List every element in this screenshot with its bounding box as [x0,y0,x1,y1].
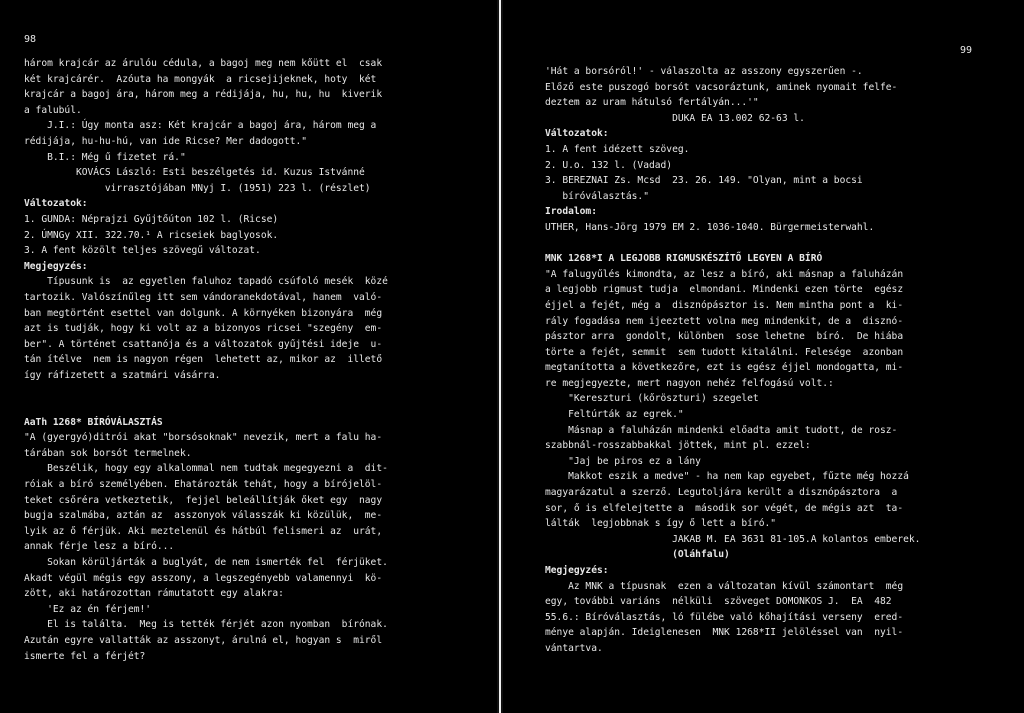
text-line: megtanította a következőre, ezt is egész éjjel mondogatta, mi- [545,362,904,374]
heading-line: AaTh 1268* BÍRÓVÁLASZTÁS [24,416,163,428]
text-column [24,56,484,664]
text-line: vántartva. [545,642,603,654]
text-line: JAKAB M. EA 3631 81-105.A kolantos emberek. [545,533,921,545]
text-line: 1. GUNDA: Néprajzi Gyűjtőúton 102 l. (Ricse) [24,213,279,225]
text-line: így ráfizetett a szatmári vásárra. [24,369,221,381]
text-column [545,64,1015,657]
text-line: 3. BEREZNAI Zs. Mcsd 23. 26. 149. "Olyan, mint a bocsi [545,175,863,187]
text-line: sor, ő is elfelejtette a második sor végét, de mégis azt ta- [545,502,904,514]
page-number: 98 [24,34,37,45]
text-line: rály fogadása nem ijeeztett volna meg mindenkit, de a disznó- [545,315,904,327]
text-line: Előző este puszogó borsót vacsoráztunk, aminek nyomait felfe- [545,81,898,93]
text-line: róiak a bíró személyében. Ehatározták tehát, hogy a bírójelöl- [24,479,383,491]
text-line: bíróválasztás." [545,190,649,202]
text-line: éjjel a fejét, még a disznópásztor is. Nem mintha pont a ki- [545,299,904,311]
text-line: ban megtörtént esettel van dolgunk. A környéken bizonyára még [24,307,383,319]
heading-line: Változatok: [545,128,609,140]
text-line: Makkot eszik a medve" - ha nem kap egyebet, fűzte még hozzá [545,471,909,483]
text-line: teket csőréra vetkeztetik, fejjel beleállítják őket egy nagy [24,494,383,506]
heading-line: Megjegyzés: [24,260,88,272]
text-line: lyik az ő férjük. Aki meztelenül és hátbúl felismeri az urát, [24,525,383,537]
blank-line [24,383,484,399]
text-line: virrasztójában MNyj I. (1951) 223 l. (részlet) [24,182,371,194]
text-line: rédijája, hu-hu-hú, van ide Ricse? Mer dadogott." [24,135,308,147]
text-line: magyarázatul a szerző. Legutoljára került a disznópásztora a [545,487,898,499]
text-line: annak férje lesz a bíró... [24,541,175,553]
text-line: 'Ez az én férjem!' [24,603,152,615]
text-line: re megjegyezte, mert nagyon nehéz felfogású volt.: [545,377,834,389]
text-line: zött, aki határozottan rámutatott egy alakra: [24,588,284,600]
text-line: a falubúl. [24,104,82,116]
text-line: lálták legjobbnak s így ő lett a bíró." [545,518,777,530]
heading-line: Megjegyzés: [545,565,609,576]
text-line: Típusunk is az egyetlen faluhoz tapadó csúfoló mesék közé [24,276,388,288]
text-line: Beszélik, hogy egy alkalommal nem tudtak megegyezni a dit- [24,463,388,475]
text-line: krajcár a bagoj ára, három meg a rédijája, hu, hu, hu kiverik [24,89,383,101]
text-line: ber". A történet csattanója és a változatok gyűjtési ideje u- [24,338,383,350]
text-line: DUKA EA 13.002 62-63 l. [545,112,805,124]
text-line: ménye alapján. Ideiglenesen MNK 1268*II jelöléssel van nyil- [545,627,904,639]
text-line: Akadt végül mégis egy asszony, a legszegényebb valamennyi kö- [24,572,383,584]
text-line: 'Hát a borsóról!' - válaszolta az asszony egyszerűen -. [545,66,863,77]
text-line: 3. A fent közölt teljes szövegű változat. [24,245,261,257]
text-line: UTHER, Hans-Jörg 1979 EM 2. 1036-1040. Bürgermeisterwahl. [545,221,875,233]
text-line: három krajcár az árulóu cédula, a bagoj meg nem kőütt el csak [24,58,383,69]
text-line: bugja szalmába, aztán az asszonyok válasszák ki közülük, me- [24,510,383,522]
text-line: "A falugyűlés kimondta, az lesz a bíró, aki másnap a faluházán [545,268,904,280]
heading-line: Irodalom: [545,206,597,218]
text-line: 1. A fent idézett szöveg. [545,143,690,155]
text-line: El is találta. Meg is tették férjét azon nyomban bírónak. [24,619,388,631]
text-line: 2. ÚMNGy XII. 322.70.¹ A ricseiek baglyosok. [24,229,279,241]
text-line: 2. U.o. 132 l. (Vadad) [545,159,673,171]
text-line: "A (gyergyó)ditrói akat "borsósoknak" nevezik, mert a falu ha- [24,432,383,444]
text-line: egy, további variáns nélküli szöveget DOMONKOS J. EA 482 [545,596,892,608]
text-line: 55.6.: Bíróválasztás, ló fülébe való kőhajítási verseny ered- [545,611,904,623]
text-line: Másnap a faluházán mindenki előadta amit tudott, de rosz- [545,424,898,436]
text-line: tartozik. Valószínűleg itt sem vándoranekdotával, hanem való- [24,291,383,303]
right-page [503,0,1024,713]
left-page [0,0,497,713]
text-line: törte a fejét, semmit sem tudott kitalálni. Felesége azonban [545,346,904,358]
text-line: ismerte fel a férjét? [24,650,146,662]
heading-line: Változatok: [24,198,88,210]
page-number: 99 [960,45,973,56]
gutter-line [499,0,501,713]
text-line: Azután egyre vallatták az asszonyt, árulná el, hogyan s miről [24,634,383,646]
text-line: Feltúrták az egrek." [545,409,684,421]
heading-line: (Oláhfalu) [545,549,730,561]
text-line: Az MNK a típusnak ezen a változatan kívül számontart még [545,580,904,592]
heading-line: MNK 1268*I A LEGJOBB RIGMUSKÉSZÍTŐ LEGYEN A BÍRÓ [545,253,823,265]
text-line: a legjobb rigmust tudja elmondani. Mindenki ezen törte egész [545,284,904,296]
text-line: tárában sok borsót termelnek. [24,447,192,459]
text-line: Sokan körüljárták a buglyát, de nem ismerték fel férjüket. [24,557,388,568]
text-line: tán ítélve nem is nagyon régen lehetett az, mikor az illető [24,354,383,366]
blank-line [24,399,484,415]
text-line: "Kereszturi (kőröszturi) szegelet [545,393,759,405]
text-line: szabbnál-rosszabbakkal jöttek, mint pl. ezzel: [545,440,811,452]
text-line: B.I.: Még ű fizetet rá." [24,151,186,163]
text-line: pásztor arra gondolt, különben sose lehetne bíró. De hiába [545,331,904,343]
text-line: deztem az uram hátulsó fertályán...'" [545,97,759,109]
text-line: azt is tudják, hogy ki volt az a bizonyos ricsei "szegény em- [24,323,383,335]
text-line: KOVÁCS László: Esti beszélgetés id. Kuzus Istvánné [24,167,365,179]
text-line: két krajcárér. Azóuta ha mongyák a ricsejijeknek, hoty két [24,73,377,85]
blank-line [545,236,1015,252]
text-line: J.I.: Úgy monta asz: Két krajcár a bagoj ára, három meg a [24,120,377,132]
text-line: "Jaj be piros ez a lány [545,455,701,467]
